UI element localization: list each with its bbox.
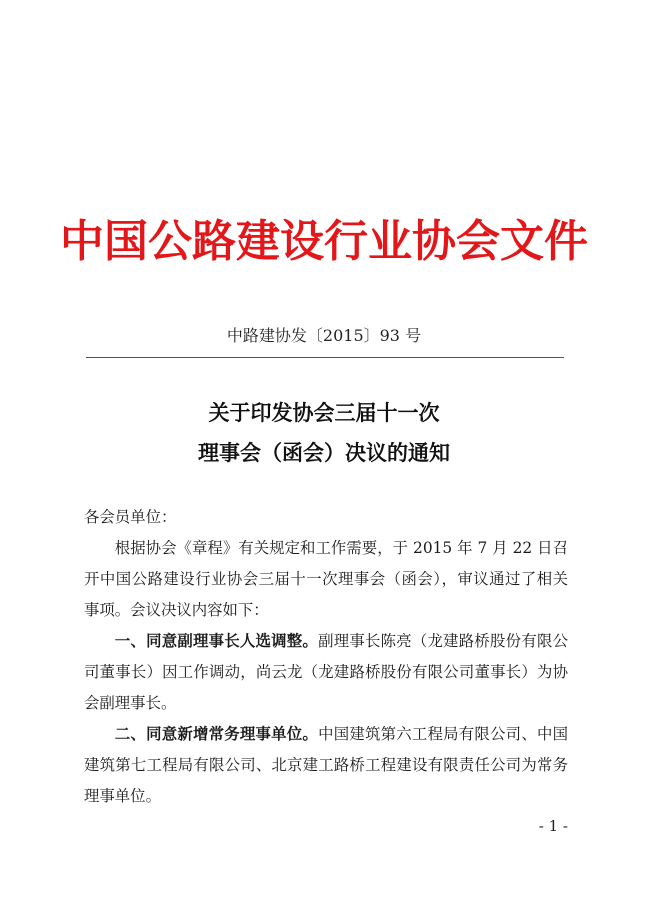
- salutation: 各会员单位：: [84, 508, 177, 526]
- item-1-heading: 一、同意副理事长人选调整。: [114, 632, 319, 650]
- item-2-text: 中国建筑第六工程局有限公司、中国建筑第七工程局有限公司、北京建工路桥工程建设有限责任公司为常务理事单位。: [84, 725, 568, 805]
- document-number: 中路建协发〔2015〕93 号: [226, 326, 422, 345]
- page-number: - 1 -: [538, 817, 568, 835]
- red-divider: [86, 357, 564, 358]
- item-2-paragraph: [84, 719, 568, 812]
- item-1-paragraph: [84, 626, 568, 719]
- intro-paragraph: 根据协会《章程》有关规定和工作需要，于 2015 年 7 月 22 日召开中国公路建设行业协会三届十一次理事会（函会），审议通过了相关事项。会议决议内容如下：: [84, 539, 568, 619]
- item-1-text: 副理事长陈亮（龙建路桥股份有限公司董事长）因工作调动，尚云龙（龙建路桥股份有限公司董事长）为协会副理事长。: [84, 632, 568, 712]
- item-2-heading: 二、同意新增常务理事单位。: [114, 725, 319, 743]
- document-body: [84, 502, 568, 812]
- notice-title-line-2: 理事会（函会）决议的通知: [198, 440, 450, 465]
- notice-title-line-1: 关于印发协会三届十一次: [208, 400, 440, 425]
- document-masthead: 中国公路建设行业协会文件: [60, 216, 588, 267]
